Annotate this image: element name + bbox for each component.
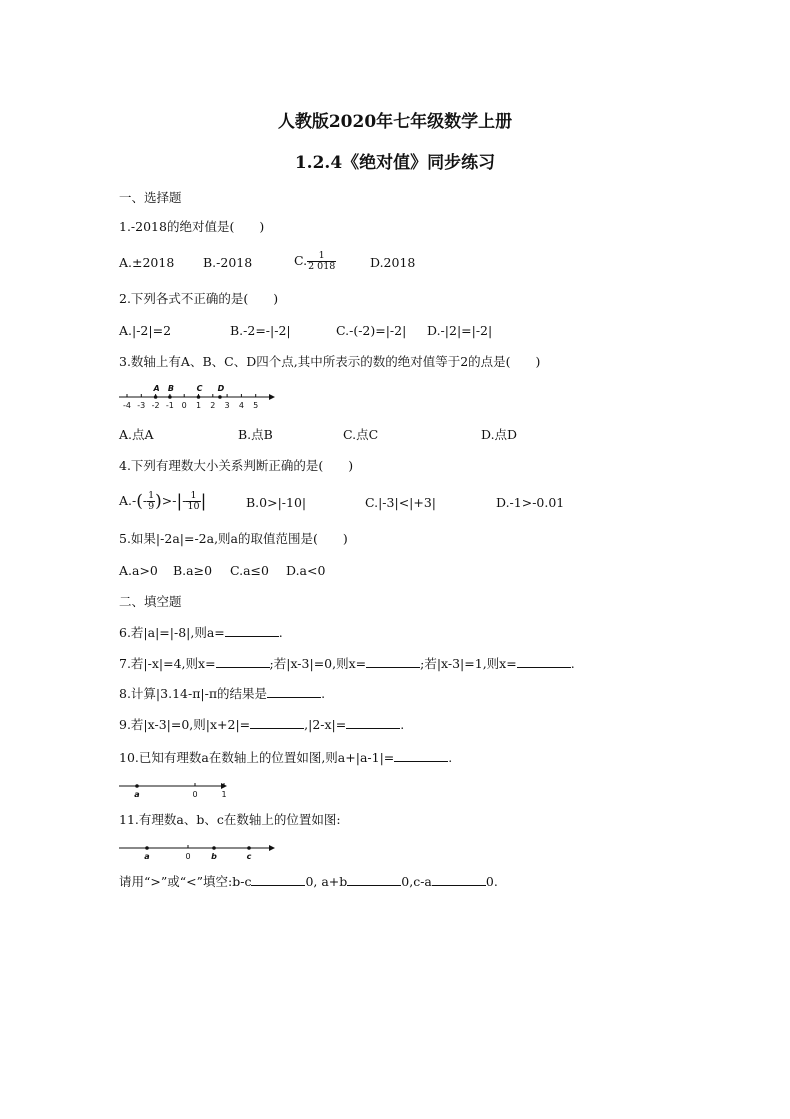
q11-answer-blank-1[interactable] — [251, 874, 305, 886]
q9-answer-blank-1[interactable] — [250, 717, 304, 729]
q8-text-2: . — [321, 686, 326, 701]
q5-option-c: C.a≤0 — [230, 563, 269, 578]
q7-text-4: . — [570, 656, 575, 671]
q11-answer-blank-3[interactable] — [432, 874, 486, 886]
question-11-fill — [119, 874, 498, 890]
point-marker — [154, 395, 158, 399]
q4-option-b: B.0>|-10| — [246, 495, 307, 510]
axis-tick-label: 5 — [253, 401, 259, 410]
question-10 — [119, 750, 452, 766]
axis-label: a — [134, 790, 140, 799]
point-label: A — [153, 384, 160, 393]
axis-tick-label: -4 — [123, 401, 131, 410]
axis-label: c — [246, 852, 252, 861]
point-marker — [212, 846, 216, 850]
q1-option-c-fraction — [307, 251, 336, 272]
fraction-numerator: 1 — [307, 251, 336, 262]
axis-arrow — [269, 845, 275, 851]
q9-text-1: 9.若|x-3|=0,则|x+2|= — [119, 717, 251, 732]
q11-text-2: 0, a+b — [305, 874, 348, 889]
axis-tick-label: 1 — [195, 401, 202, 410]
axis-tick-label: 4 — [238, 401, 244, 410]
point-marker — [197, 395, 201, 399]
axis-tick-label: -2 — [151, 401, 160, 410]
q7-answer-blank-1[interactable] — [216, 656, 270, 668]
point-marker — [168, 395, 172, 399]
axis-label: a — [144, 852, 150, 861]
fraction-denominator: 2 018 — [308, 261, 336, 272]
q3-option-d: D.点D — [481, 427, 518, 442]
q3-option-b: B.点B — [238, 427, 273, 442]
page-title: 人教版2020年七年级数学上册 — [277, 112, 513, 132]
point-marker — [135, 784, 139, 788]
q1-option-d: D.2018 — [370, 255, 416, 270]
question-5-stem: 5.如果|-2a|=-2a,则a的取值范围是( ) — [119, 531, 348, 546]
q11-text-4: 0. — [485, 874, 498, 889]
question-11-stem: 11.有理数a、b、c在数轴上的位置如图: — [119, 812, 341, 827]
q4-option-a: A.-(- $\frac{1}{9}$ )>-|- $\frac{1}{10}$ | — [119, 490, 207, 512]
q10-number-line — [117, 778, 229, 800]
q1-option-b: B.-2018 — [203, 255, 253, 270]
section-choice-heading: 一、选择题 — [119, 190, 182, 205]
q3-option-a: A.点A — [119, 427, 154, 442]
fraction-numerator: 1 — [148, 490, 155, 501]
q11-text-3: 0,c-a — [401, 874, 432, 889]
q4-fraction-2 — [186, 491, 200, 512]
q11-number-line — [117, 840, 277, 862]
q7-text-2: ;若|x-3|=0,则x= — [269, 656, 367, 671]
q9-text-2: ,|2-x|= — [304, 717, 347, 732]
q7-text-1: 7.若|-x|=4,则x= — [119, 656, 216, 671]
axis-label: 0 — [185, 852, 191, 861]
q10-text-2: . — [448, 750, 453, 765]
axis-tick-label: 3 — [224, 401, 230, 410]
q5-option-d: D.a<0 — [286, 563, 326, 578]
q2-option-d: D.-|2|=|-2| — [427, 323, 493, 338]
abs-bar-left: | — [176, 491, 183, 512]
q5-option-b: B.a≥0 — [173, 563, 213, 578]
q4-option-d: D.-1>-0.01 — [496, 495, 565, 510]
axis-label: 1 — [221, 790, 227, 799]
left-paren: ( — [136, 491, 143, 512]
axis-tick-label: -3 — [137, 401, 146, 410]
axis-tick-label: -1 — [165, 401, 174, 410]
question-7 — [119, 656, 575, 672]
point-marker — [145, 846, 149, 850]
question-6 — [119, 625, 283, 641]
q10-text-1: 10.已知有理数a在数轴上的位置如图,则a+|a-1|= — [119, 750, 395, 765]
question-8 — [119, 686, 325, 702]
q1-option-c-prefix: C. — [294, 253, 308, 268]
q6-text-1: 6.若|a|=|-8|,则a= — [119, 625, 225, 640]
axis-tick-label: 0 — [181, 401, 187, 410]
fraction-denominator: 9 — [148, 501, 155, 512]
axis-arrow — [269, 394, 275, 400]
q7-answer-blank-3[interactable] — [517, 656, 571, 668]
q7-answer-blank-2[interactable] — [366, 656, 420, 668]
axis-label: 0 — [192, 790, 198, 799]
q3-number-line — [117, 380, 277, 412]
point-label: C — [196, 384, 203, 393]
question-1-stem: 1.-2018的绝对值是( ) — [119, 219, 265, 234]
q11-answer-blank-2[interactable] — [347, 874, 401, 886]
point-marker — [247, 846, 251, 850]
fraction-numerator: 1 — [186, 491, 200, 502]
q4-fraction-1 — [147, 491, 155, 512]
q11-text-1: 请用“>”或“<”填空:b-c — [119, 874, 252, 889]
q2-option-b: B.-2=-|-2| — [230, 323, 291, 338]
question-4-stem: 4.下列有理数大小关系判断正确的是( ) — [119, 458, 354, 473]
q7-text-3: ;若|x-3|=1,则x= — [420, 656, 517, 671]
page-subtitle: 1.2.4《绝对值》同步练习 — [294, 153, 496, 173]
point-marker — [218, 395, 222, 399]
question-2-stem: 2.下列各式不正确的是( ) — [119, 291, 279, 306]
q5-option-a: A.a>0 — [119, 563, 158, 578]
q9-answer-blank-2[interactable] — [346, 717, 400, 729]
section-fill-heading: 二、填空题 — [119, 594, 182, 609]
q10-answer-blank[interactable] — [394, 750, 448, 762]
q4-option-a-mid: >- — [161, 493, 177, 508]
point-label: B — [167, 384, 174, 393]
q1-option-c — [294, 251, 336, 272]
fraction-denominator: 10 — [187, 501, 200, 512]
q6-text-2: . — [278, 625, 283, 640]
q2-option-c: C.-(-2)=|-2| — [336, 323, 407, 338]
abs-bar-right: | — [200, 491, 207, 512]
q6-answer-blank[interactable] — [225, 625, 279, 637]
q8-text-1: 8.计算|3.14-π|-π的结果是 — [119, 686, 268, 701]
q9-text-3: . — [400, 717, 405, 732]
right-paren: ) — [155, 491, 162, 512]
axis-label: b — [211, 852, 217, 861]
q8-answer-blank[interactable] — [267, 686, 321, 698]
point-label: D — [217, 384, 225, 393]
q2-option-a: A.|-2|=2 — [119, 323, 172, 338]
q4-option-a-prefix: A.- — [119, 493, 137, 508]
q4-option-c: C.|-3|<|+3| — [365, 495, 437, 510]
q1-option-a: A.±2018 — [119, 255, 175, 270]
question-3-stem: 3.数轴上有A、B、C、D四个点,其中所表示的数的绝对值等于2的点是( ) — [119, 354, 541, 369]
question-9 — [119, 717, 404, 733]
axis-tick-label: 2 — [210, 401, 216, 410]
q3-option-c: C.点C — [343, 427, 379, 442]
